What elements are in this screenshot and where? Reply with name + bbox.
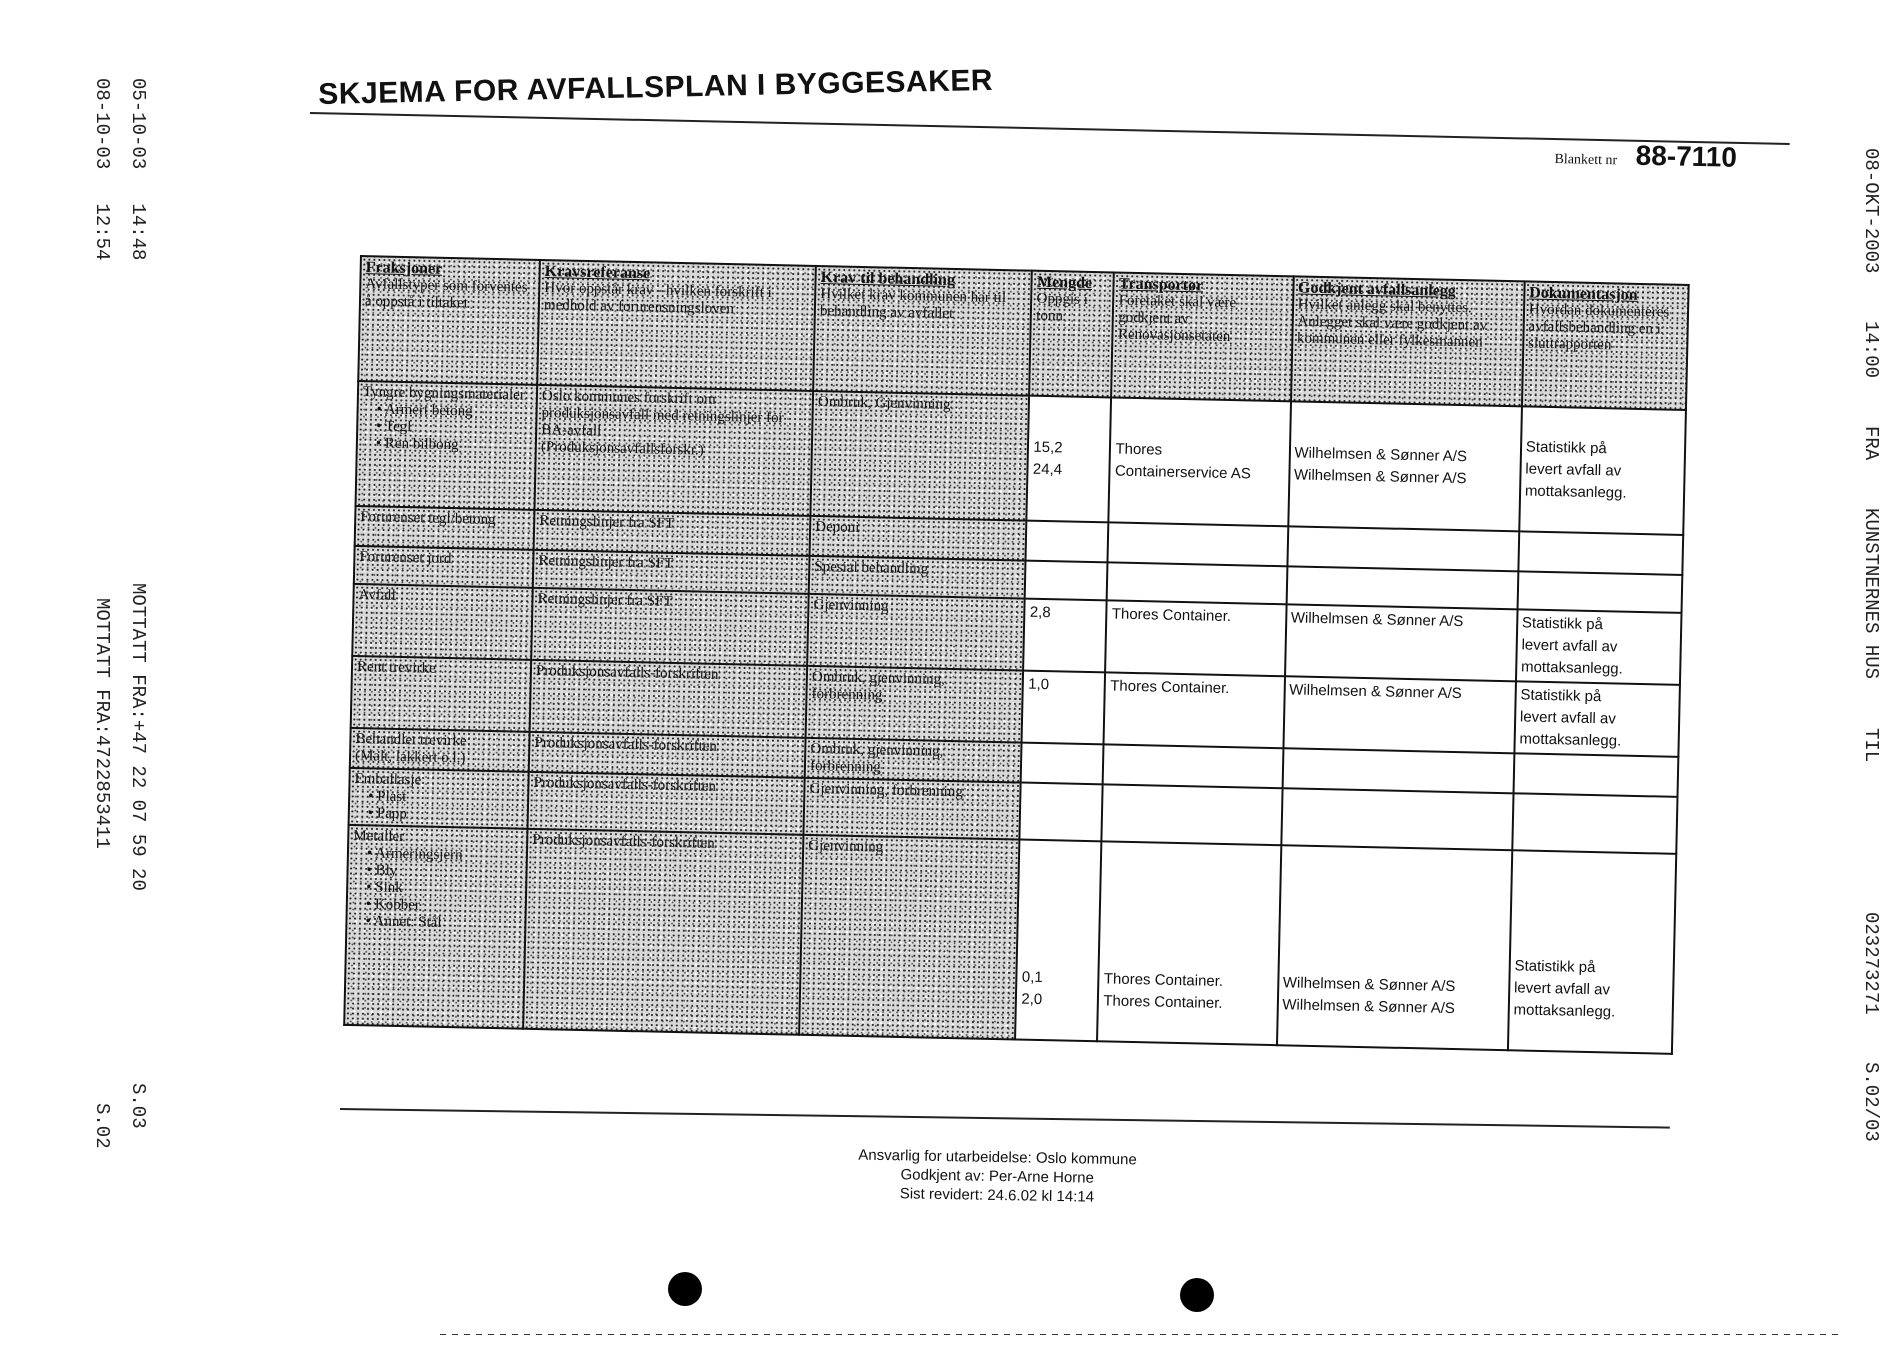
cell-line: Gjenvinning (808, 837, 884, 856)
header-description: Foretaket skal være godkjent av Renovasjonsetaten (1117, 292, 1237, 346)
transportor-cell (1107, 562, 1287, 604)
anlegg-cell (1282, 748, 1514, 793)
cell-line: (Malt, lakkert o.l.) (354, 748, 466, 767)
transportor-cell (1104, 672, 1285, 748)
cell-line: Produksjonsavfalls-forskriften (535, 662, 719, 683)
header-kravsreferanse (537, 260, 816, 391)
anlegg-cell (1285, 604, 1518, 681)
dokumentasjon-cell (1517, 571, 1682, 613)
cell-line: 1,0 (1028, 675, 1050, 694)
header-description: Hvilket krav kommunen har til behandling av avfallet (819, 286, 1007, 322)
cell-line: forbrenning (811, 685, 883, 704)
cell-line: Produksjonsavfalls-forskriften (533, 774, 717, 795)
transportor-cell (1102, 784, 1282, 845)
cell-line: levert avfall av (1521, 636, 1618, 656)
behandling-cell (804, 778, 1022, 840)
fax-page-2: S.02 (91, 1103, 113, 1149)
footer-approved: Godkjent av: Per-Arne Horne (900, 1166, 1095, 1187)
cell-line: Oslo kommunes forskrift om produksjonsavfall med retningslinjer for BA-avfall (541, 388, 784, 440)
dokumentasjon-cell (1514, 681, 1680, 757)
cell-line: Thores Container. (1111, 605, 1232, 626)
cell-line: Wilhelmsen & Sønner A/S (1289, 681, 1462, 703)
cell-line: Retningslinjer fra SFT (538, 552, 674, 572)
mengde-cell (1024, 599, 1108, 673)
cell-line: Metaller (353, 827, 405, 846)
cell-line: • Ren bilbong (375, 435, 459, 454)
cell-line: • Tegl (376, 418, 412, 436)
fax-time: 14:00 (1860, 321, 1882, 379)
header-description: Hvilket anlegg skal benyttes. Anlegget skal være godkjent av kommunen eller fylkesmannen (1296, 296, 1488, 351)
header-title: Godkjent avfallsanlegg (1297, 279, 1456, 300)
dokumentasjon-cell (1519, 406, 1686, 535)
cell-line: Ombruk, gjenvinning, (810, 740, 944, 760)
dokumentasjon-cell (1513, 753, 1678, 797)
header-mengde (1030, 271, 1115, 398)
krav-ref-cell (533, 550, 810, 594)
cell-line: Retningslinjer fra SFT (539, 512, 675, 532)
fax-page-1: S.03 (127, 1083, 149, 1129)
cell-line: Gjenvinning (813, 596, 889, 615)
transportor-cell (1106, 600, 1287, 676)
cell-line: Spesial behandling (814, 558, 929, 578)
fraksjon-cell (350, 728, 530, 772)
cell-line: Statistikk på (1525, 437, 1607, 457)
cell-line: Wilhelmsen & Sønner A/S (1282, 974, 1456, 996)
cell-line: Statistikk på (1514, 957, 1596, 977)
krav-ref-cell (535, 385, 814, 516)
cell-line: Wilhelmsen & Sønner A/S (1282, 996, 1456, 1018)
anlegg-cell (1286, 566, 1518, 609)
form-number: 88-7110 (1635, 139, 1738, 173)
anlegg-cell (1283, 676, 1516, 753)
cell-line: Forurenset tegl/betong (360, 509, 496, 529)
header-transportor (1112, 272, 1294, 401)
cell-line: Emballasje (354, 771, 422, 789)
cell-line: forbrenning (809, 757, 882, 776)
header-title: Krav til behandling (820, 269, 956, 289)
header-title: Dokumentasjon (1529, 284, 1638, 304)
fraksjon-cell (349, 768, 529, 829)
header-title: Transportør (1118, 275, 1204, 295)
cell-line: Behandlet trevirke (355, 731, 467, 750)
fraksjon-cell (351, 656, 532, 732)
cell-line: • Plast (368, 788, 407, 806)
fax-line-2: 08-10-03 12:54 (91, 78, 113, 261)
footer (858, 1146, 1137, 1208)
cell-line: Forurenset jord (359, 549, 452, 568)
cell-line: Ombruk, Gjenvinning (817, 394, 951, 413)
cell-line: Produksjonsavfalls-forskriften (532, 831, 715, 852)
cell-line: Thores Container. (1103, 970, 1224, 990)
cell-line: Statistikk på (1521, 614, 1604, 634)
behandling-cell (805, 738, 1022, 783)
fax-line-4: MOTTATT FRA:4722853411 (91, 598, 113, 849)
behandling-cell (799, 835, 1020, 1040)
behandling-cell (810, 516, 1027, 561)
cell-line: (Produksjonsavfallsforskr.) (540, 438, 704, 459)
mengde-cell (1015, 840, 1101, 1042)
cell-line: • Papp (367, 805, 408, 823)
page-title: SKJEMA FOR AVFALLSPLAN I BYGGESAKER (318, 63, 994, 111)
cell-line: Retningslinjer fra SFT (537, 590, 673, 610)
footer-revised: Sist revidert: 24.6.02 kl 14:14 (899, 1185, 1095, 1206)
fax-number: 023273271 (1860, 911, 1882, 1015)
cell-line: Ombruk, gjenvinning, (811, 668, 946, 688)
krav-ref-cell (530, 660, 808, 738)
header-description: Hvor oppstår krav - hvilken forskrift i medhold av forurensningsloven (543, 280, 772, 318)
dokumentasjon-cell (1508, 850, 1677, 1054)
anlegg-cell (1276, 845, 1512, 1050)
behandling-cell (806, 666, 1024, 743)
krav-ref-cell (528, 772, 805, 835)
cell-line: • Kobber (365, 896, 420, 914)
header-title: Kravsreferanse (544, 263, 651, 283)
fraksjon-cell (344, 825, 527, 1029)
transportor-cell (1109, 397, 1291, 526)
cell-line: mottaksanlegg. (1524, 481, 1627, 502)
fraksjon-cell (355, 506, 535, 550)
cell-line: 2,0 (1021, 990, 1043, 1009)
transportor-cell (1097, 841, 1280, 1045)
cell-line: mottaksanlegg. (1519, 730, 1622, 750)
behandling-cell (807, 594, 1025, 671)
header-description: Oppgis i tonn (1036, 290, 1089, 325)
krav-ref-cell (529, 732, 806, 778)
cell-line: mottaksanlegg. (1513, 1001, 1616, 1021)
footer-rule (340, 1108, 1670, 1129)
fraksjon-cell (356, 381, 538, 510)
cell-line: • Armert betong (376, 401, 473, 420)
fax-to-label: TIL (1860, 727, 1882, 762)
cell-line: Thores Container. (1103, 992, 1223, 1012)
transportor-cell (1108, 522, 1288, 566)
fax-header-right (1860, 125, 1900, 1190)
fraksjon-cell (354, 546, 534, 588)
behandling-cell (809, 556, 1026, 599)
footer-responsible: Ansvarlig for utarbeidelse: Oslo kommune (858, 1146, 1137, 1169)
punch-hole-left (668, 1272, 702, 1306)
cell-line: 2,8 (1029, 603, 1051, 622)
bottom-edge-line (440, 1334, 1840, 1335)
fraksjon-cell (352, 584, 533, 660)
fax-line-3: MOTTATT FRA:+47 22 07 59 20 (127, 583, 149, 891)
cell-line: • Sink (366, 879, 403, 897)
cell-line: • Armeringsjern (366, 845, 463, 864)
cell-line: Wilhelmsen & Sønner A/S (1294, 443, 1468, 465)
mengde-cell (1021, 743, 1104, 785)
punch-hole-right (1180, 1278, 1214, 1312)
cell-line: Rent trevirke (356, 659, 436, 677)
cell-line: Produksjonsavfalls-forskriften (534, 734, 718, 755)
dokumentasjon-cell (1516, 609, 1682, 685)
header-godkjent-avfallsanlegg (1291, 276, 1525, 406)
anlegg-cell (1287, 526, 1519, 571)
cell-line: Containerservice AS (1114, 462, 1252, 482)
form-number-block (1554, 138, 1737, 174)
header-krav-til-behandling (813, 266, 1032, 396)
waste-plan-table (343, 255, 1690, 1055)
cell-line: • Annet: Stål (365, 913, 442, 931)
krav-ref-cell (523, 829, 803, 1035)
cell-line: Avfall (358, 587, 396, 604)
cell-line: Deponi (815, 518, 860, 536)
krav-ref-cell (534, 510, 811, 556)
header-dokumentasjon (1522, 281, 1689, 410)
fax-page: S.02/03 (1860, 1062, 1882, 1143)
fax-from-label: FRA (1860, 426, 1882, 461)
cell-line: levert avfall av (1525, 459, 1622, 480)
form-number-label: Blankett nr (1554, 151, 1618, 169)
cell-line: levert avfall av (1519, 708, 1617, 728)
mengde-cell (1027, 396, 1112, 523)
header-title: Mengde (1036, 273, 1093, 292)
cell-line: Wilhelmsen & Sønner A/S (1293, 465, 1467, 487)
cell-line: Wilhelmsen & Sønner A/S (1290, 609, 1464, 631)
table-row (344, 825, 1676, 1054)
header-description: Hvordan dokumenteres avfallsbehandling en i sluttrapporten (1527, 301, 1670, 354)
behandling-cell (810, 391, 1029, 521)
cell-line: Tyngre bygningsmaterialer (362, 384, 525, 404)
mengde-cell (1025, 561, 1108, 601)
waste-plan-form (343, 255, 1689, 1054)
cell-line: Statistikk på (1520, 686, 1602, 706)
anlegg-cell (1288, 401, 1522, 531)
cell-line: Gjenvinning, forbrenning (809, 780, 963, 801)
cell-line: Thores Container. (1110, 677, 1230, 698)
header-title: Fraksjoner (365, 259, 443, 278)
cell-line: Thores (1115, 440, 1163, 459)
cell-line: mottaksanlegg. (1520, 658, 1623, 678)
fax-from: KUNSTNERNES HUS (1860, 508, 1882, 680)
cell-line: 15,2 (1033, 438, 1063, 456)
cell-line: 0,1 (1021, 968, 1043, 987)
cell-line: levert avfall av (1513, 979, 1611, 999)
header-fraksjoner (358, 256, 540, 385)
mengde-cell (1022, 671, 1106, 745)
fax-line-1: 05-10-03 14:48 (127, 78, 149, 261)
header-description: Avfallstyper som forventes å oppstå i tiltaket (364, 276, 528, 312)
transportor-cell (1103, 744, 1283, 788)
krav-ref-cell (531, 588, 809, 666)
dokumentasjon-cell (1512, 793, 1677, 854)
dokumentasjon-cell (1518, 531, 1683, 575)
mengde-cell (1026, 521, 1109, 563)
anlegg-cell (1281, 788, 1513, 850)
fax-date: 08-OKT-2003 (1860, 147, 1882, 274)
mengde-cell (1020, 783, 1103, 842)
cell-line: 24,4 (1032, 460, 1063, 478)
cell-line: • Bly (366, 862, 398, 879)
